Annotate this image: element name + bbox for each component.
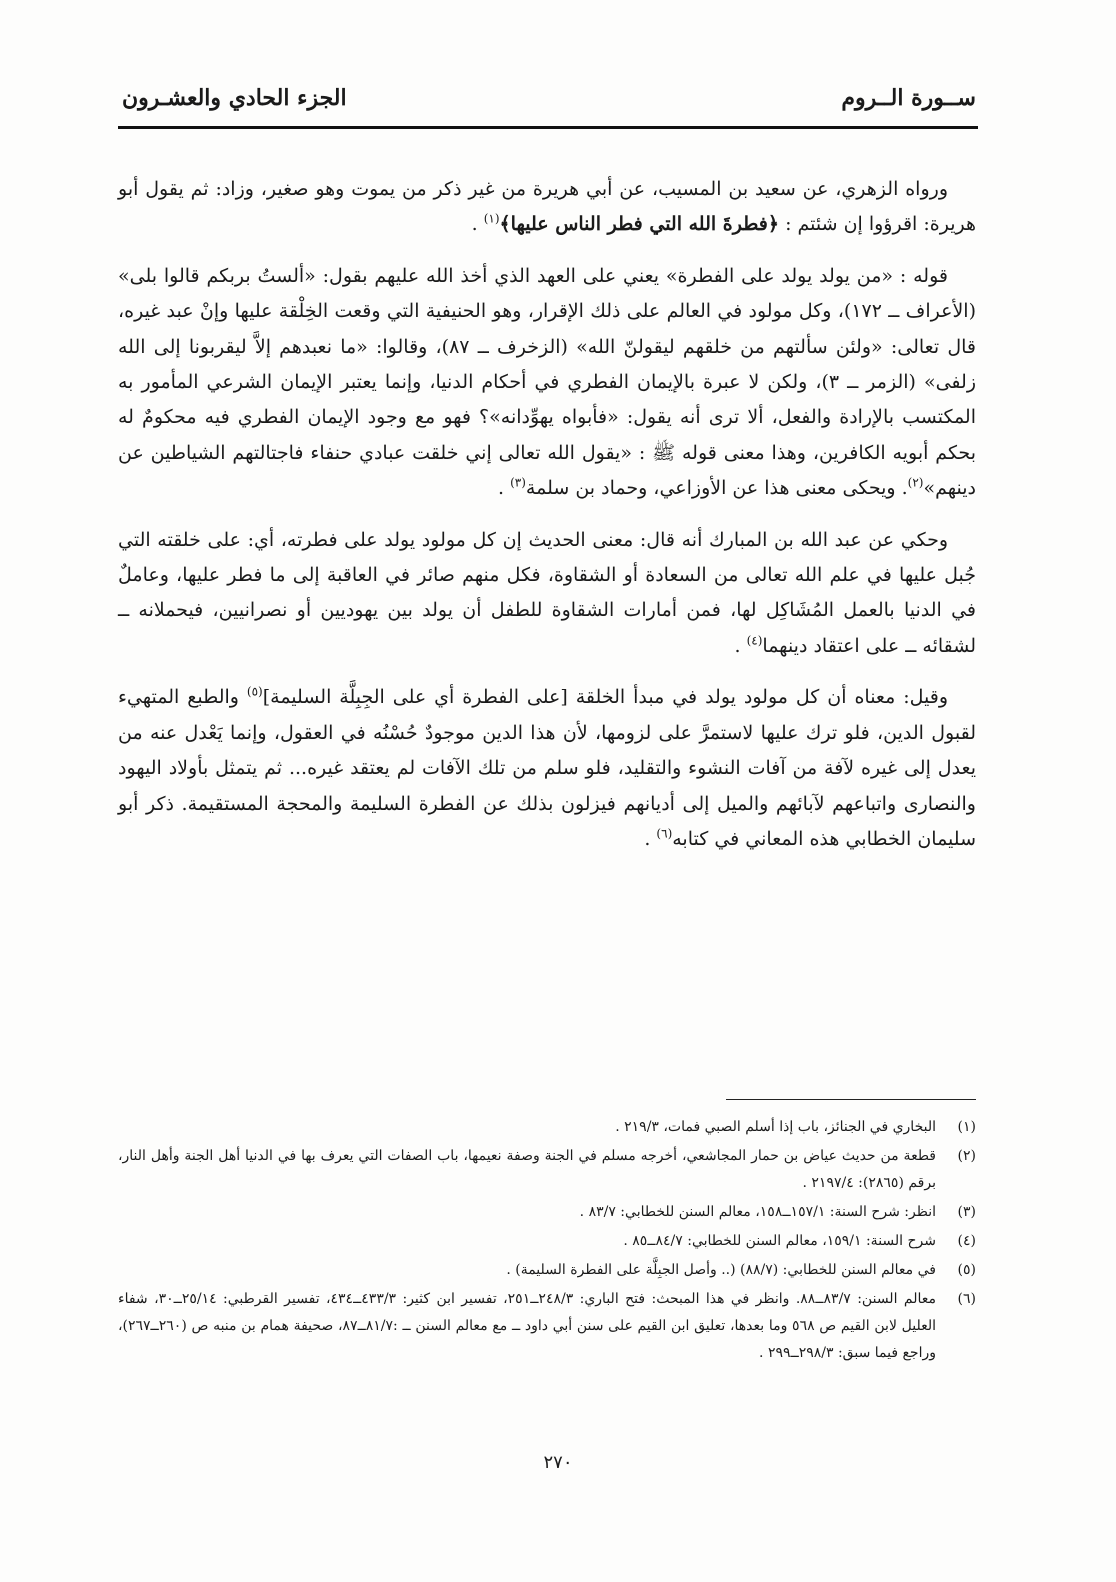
footnote xyxy=(118,1286,976,1367)
quran-quote: ﴿فطرةَ الله التي فطر الناس عليها﴾ xyxy=(499,213,780,236)
footnote-number: (٥) xyxy=(957,1262,976,1278)
paragraph xyxy=(118,259,976,507)
paragraph-text: . xyxy=(734,634,747,657)
footnote-reference: (١) xyxy=(483,212,500,227)
paragraph-text: قوله : «من يولد يولد على الفطرة» يعني على العهد الذي أخذ الله عليهم بقول: «ألستُ بربكم قالوا بلى» (الأعراف ــ ١٧٢)، وكل مولود في العالم على ذلك الإقرار، وهو الحنيفية التي وقعت الخِلْقة عليها وإنْ عبد غيره، قال تعالى: «ولئن سألتهم من خلقهم ليقولنّ الله» (الزخرف ــ ٨٧)، وقالوا: «ما نعبدهم إلاَّ ليقربونا إلى الله زلفى» (الزمر ــ ٣)، ولكن لا عبرة بالإيمان الفطري في أحكام الدنيا، وإنما يعتبر الإيمان الشرعي المأمور به المكتسب بالإرادة والفعل، ألا ترى أنه يقول: «فأبواه يهوِّدانه»؟ فهو مع وجود الإيمان الفطري فيه محكومٌ له بحكم أبويه الكافرين، وهذا معنى قوله ﷺ : «يقول الله تعالى إني خلقت عبادي حنفاء فاجتالتهم الشياطين عن دينهم» xyxy=(118,264,977,500)
footnote-number: (٢) xyxy=(957,1148,976,1164)
footnote-reference: (٦) xyxy=(656,826,673,841)
paragraph-text: . xyxy=(497,477,511,500)
footnote-separator xyxy=(726,1099,976,1100)
footnote-reference: (٢) xyxy=(907,475,924,490)
footnotes xyxy=(118,1114,976,1369)
running-header xyxy=(122,78,976,118)
header-rule xyxy=(118,126,978,129)
main-text xyxy=(118,172,976,873)
paragraph-text: وحكي عن عبد الله بن المبارك أنه قال: معنى الحديث إن كل مولود يولد على فطرته، أي: على خلقته التي جُبل عليها في علم الله تعالى من السعادة أو الشقاوة، فكل منهم صائر في العاقبة إلى ما فطر عليها، وعاملٌ في الدنيا بالعمل المُشَاكِل لها، فمن أمارات الشقاوة للطفل أن يولد بين يهوديين أو نصرانيين، فيحملانه ــ لشقائه ــ على اعتقاد دينهما xyxy=(118,528,976,657)
footnote-reference: (٤) xyxy=(746,633,763,648)
part-title: الجزء الحادي والعشـرون xyxy=(122,85,347,111)
paragraph-text: . ويحكى معنى هذا عن الأوزاعي، وحماد بن سلمة xyxy=(525,477,908,500)
footnote xyxy=(118,1114,976,1141)
paragraph-text: . xyxy=(644,827,657,850)
footnote-text: البخاري في الجنائز، باب إذا أسلم الصبي فمات، ٢١٩/٣ . xyxy=(615,1119,936,1135)
footnote-number: (١) xyxy=(957,1119,976,1135)
paragraph-text: والطبع المتهيء لقبول الدين، فلو ترك عليها لاستمرَّ على لزومها، لأن هذا الدين موجودٌ حُسْنُه في العقول، وإنما يَعْدل عنه من يعدل إلى غيره لآفة من آفات النشوء والتقليد، فلو سلم من تلك الآفات لم يعتقد غيره... ثم يتمثل بأولاد اليهود والنصارى واتباعهم لآبائهم والميل إلى أديانهم فيزلون بذلك عن الفطرة السليمة والمحجة المستقيمة. ذكر أبو سليمان الخطابي هذه المعاني في كتابه xyxy=(118,686,976,850)
footnote xyxy=(118,1199,976,1226)
paragraph xyxy=(118,680,976,857)
footnote-reference: (٣) xyxy=(510,475,526,490)
page-number: ٢٧٠ xyxy=(543,1452,573,1473)
footnote-text: شرح السنة: ١٥٩/١، معالم السنن للخطابي: ٨٤/٧ــ٨٥ . xyxy=(623,1233,936,1249)
footnote-text: معالم السنن: ٨٣/٧ــ٨٨. وانظر في هذا المبحث: فتح الباري: ٢٤٨/٣ــ٢٥١، تفسير ابن كثير: ٤٣٣/٣ــ٤٣٤، تفسير القرطبي: ٢٥/١٤ــ٣٠، شفاء العليل لابن القيم ص ٥٦٨ وما بعدها، تعليق ابن القيم على سنن أبي داود ــ مع معالم السنن ــ :٨١/٧ــ٨٧، صحيفة همام بن منبه ص (٢٦٠ــ٢٦٧)، وراجع فيما سبق: ٢٩٨/٣ــ٢٩٩ . xyxy=(118,1291,936,1361)
footnote-number: (٣) xyxy=(957,1204,976,1220)
paragraph xyxy=(118,523,976,665)
footnote xyxy=(118,1257,976,1284)
footnote xyxy=(118,1143,976,1197)
footnote-text: قطعة من حديث عياض بن حمار المجاشعي، أخرجه مسلم في الجنة وصفة نعيمها، باب الصفات التي يعرف بها في الدنيا أهل الجنة وأهل النار، برقم (٢٨٦٥): ٢١٩٧/٤ . xyxy=(118,1148,936,1191)
footnote-number: (٤) xyxy=(957,1233,976,1249)
footnote xyxy=(118,1228,976,1255)
footnote-text: انظر: شرح السنة: ١٥٧/١ــ١٥٨، معالم السنن للخطابي: ٨٣/٧ . xyxy=(579,1204,936,1220)
paragraph-text: . xyxy=(471,213,484,236)
paragraph xyxy=(118,172,976,243)
surah-title: ســورة الــروم xyxy=(841,85,976,111)
paragraph-text: ورواه الزهري، عن سعيد بن المسيب، عن أبي هريرة من غير ذكر من يموت وهو صغير، وزاد: ثم يقول أبو هريرة: اقرؤوا إن شئتم : xyxy=(118,178,976,236)
footnote-text: في معالم السنن للخطابي: (٨٨/٧) (.. وأصل الجبِلَّة على الفطرة السليمة) . xyxy=(506,1262,936,1278)
footnote-reference: (٥) xyxy=(246,684,263,699)
paragraph-text: وقيل: معناه أن كل مولود يولد في مبدأ الخلقة [على الفطرة أي على الجِبِلَّة السليمة] xyxy=(262,686,949,709)
footnote-number: (٦) xyxy=(957,1291,976,1307)
